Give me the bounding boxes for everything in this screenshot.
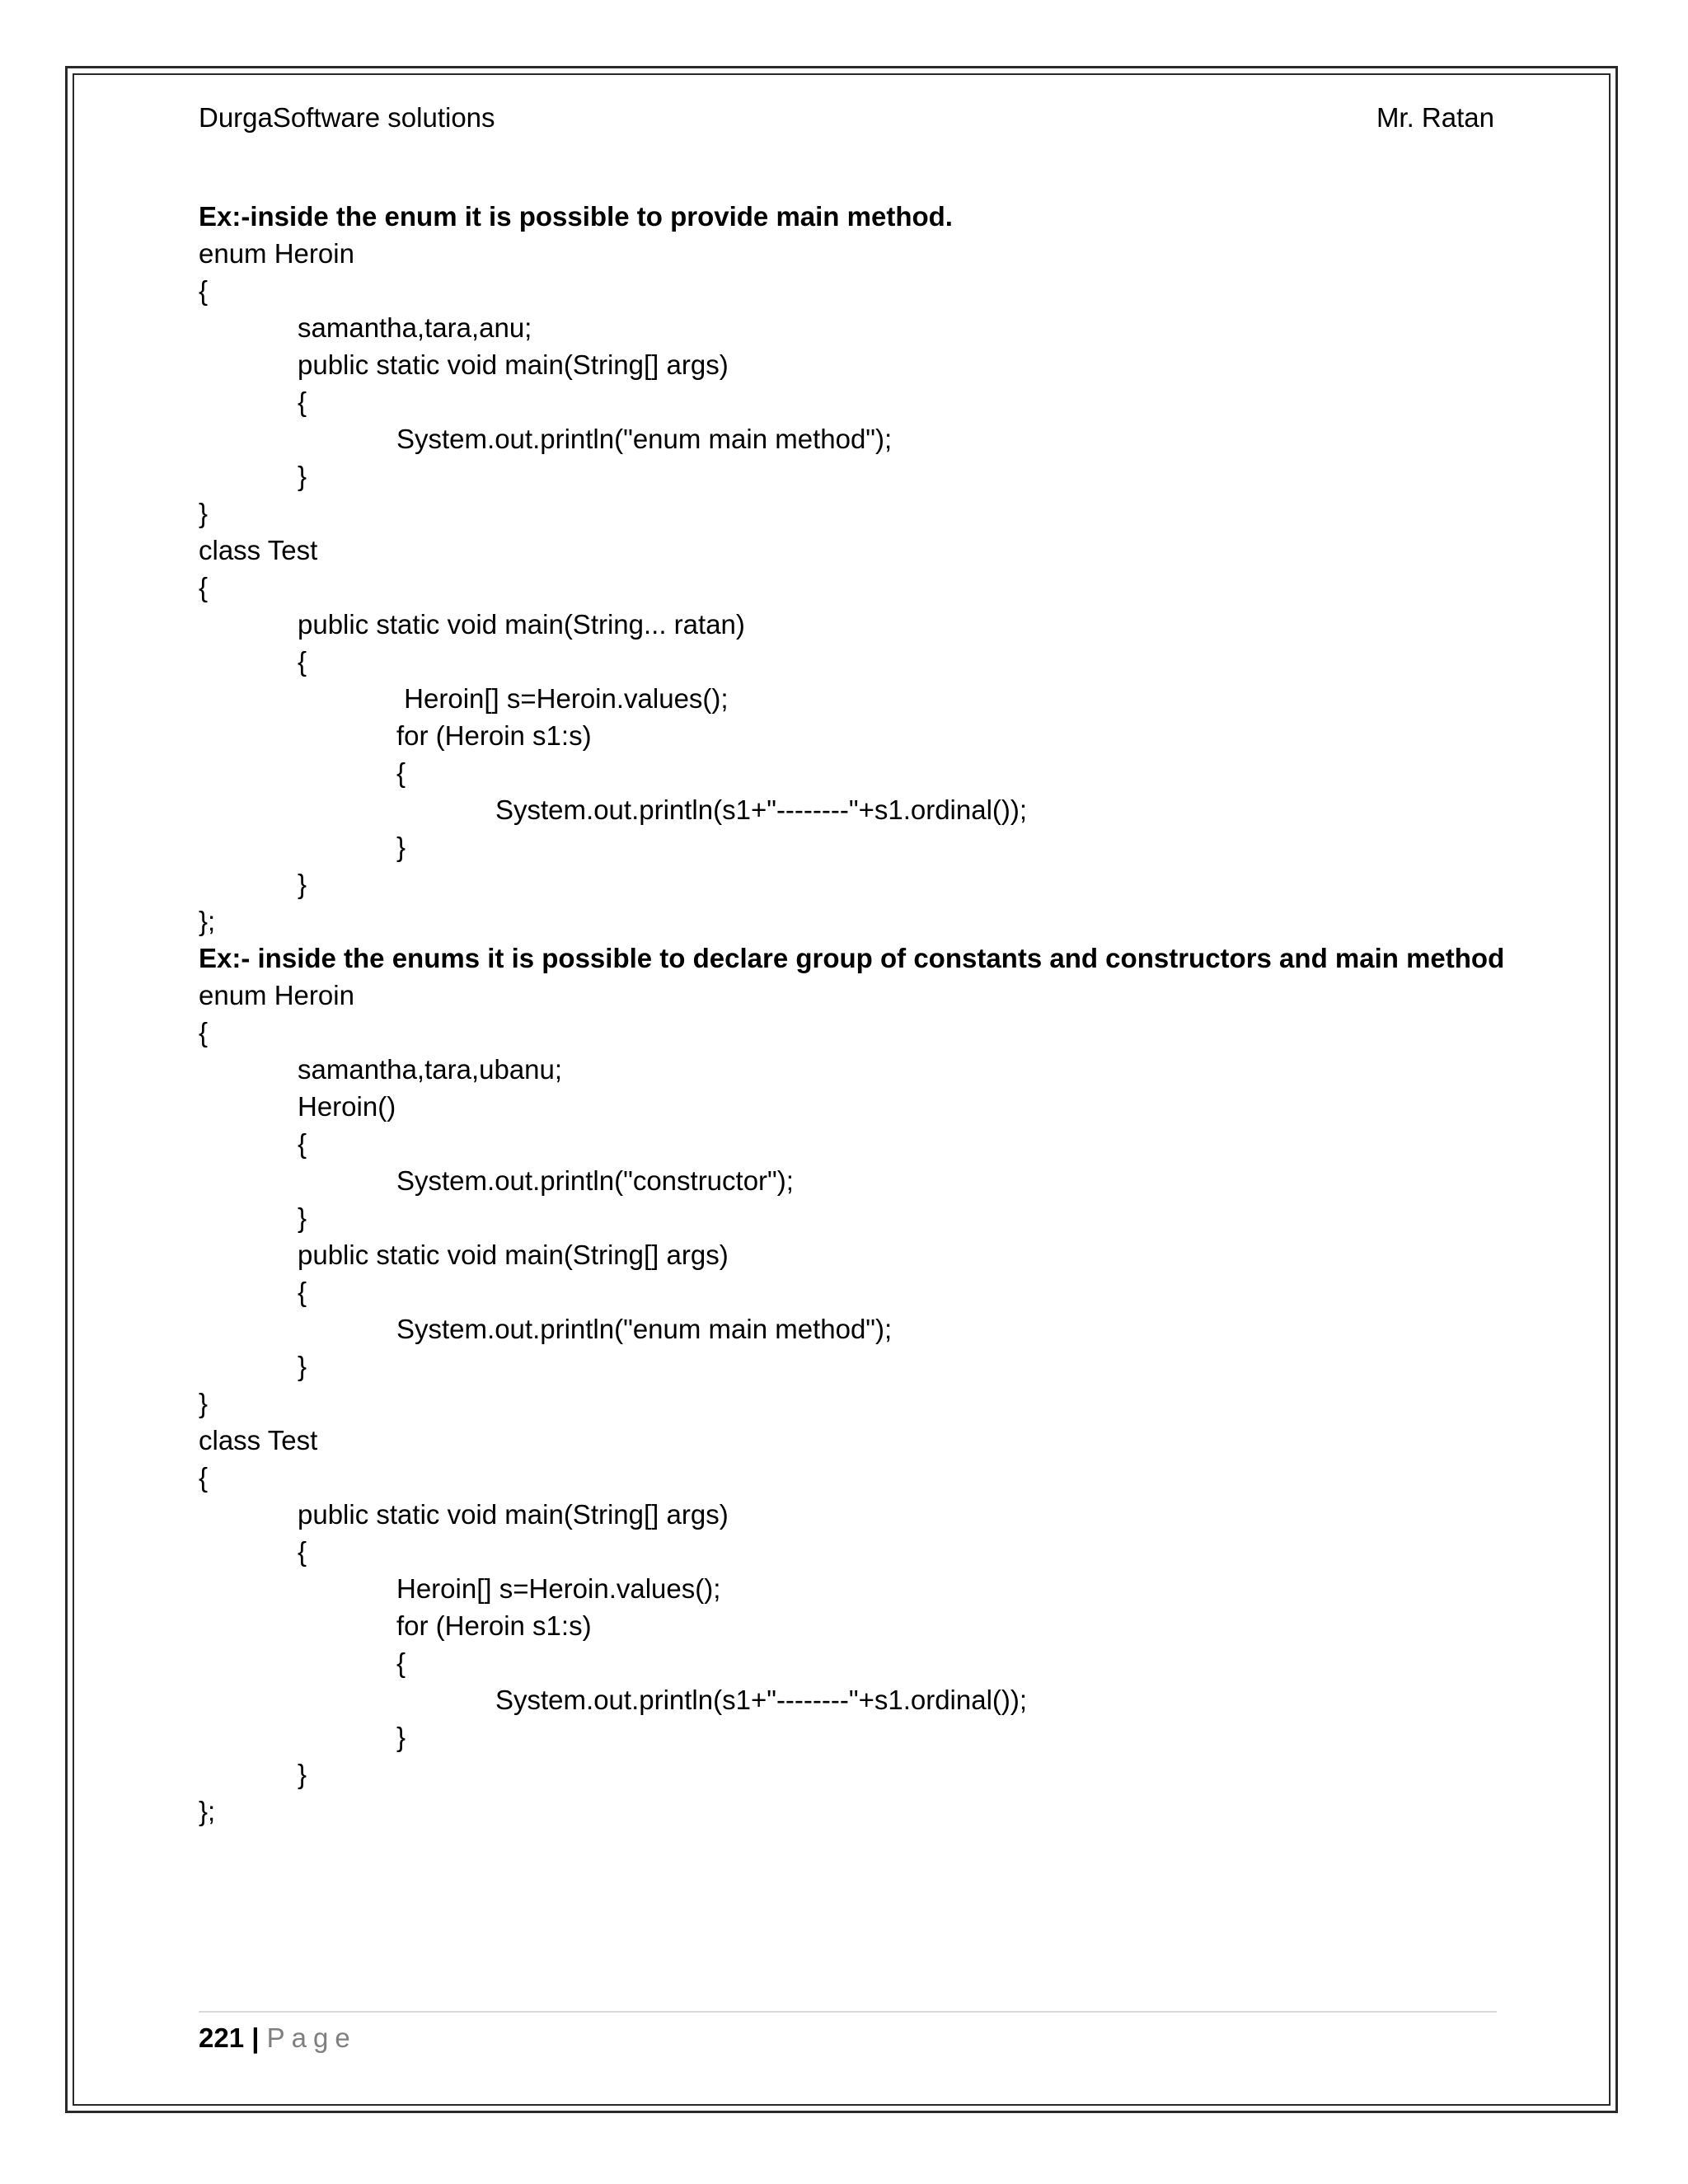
code-line: enum Heroin	[199, 980, 354, 1010]
code-line: }	[199, 1388, 209, 1418]
code-line: {	[396, 757, 406, 788]
document-body	[199, 198, 1517, 1830]
code-line: samantha,tara,anu;	[298, 312, 532, 343]
code-line: for (Heroin s1:s)	[396, 1610, 592, 1641]
code-line: enum Heroin	[199, 238, 354, 269]
code-line: {	[199, 1017, 209, 1047]
code-line: Heroin[] s=Heroin.values();	[396, 683, 729, 714]
header-author: Mr. Ratan	[1376, 102, 1494, 133]
page-header	[199, 97, 1494, 138]
code-line: }	[396, 832, 406, 862]
code-line: }	[298, 1759, 307, 1789]
code-line: {	[298, 1128, 307, 1159]
code-line: System.out.println("enum main method");	[396, 1314, 893, 1344]
code-line: {	[199, 1462, 209, 1493]
page-footer	[199, 2018, 357, 2059]
code-line: {	[298, 387, 307, 417]
example-heading: Ex:- inside the enums it is possible to declare group of constants and constructors and main method	[199, 943, 1505, 973]
code-line: Heroin()	[298, 1091, 396, 1122]
page-number: 221	[199, 2022, 245, 2053]
header-company: DurgaSoftware solutions	[199, 102, 495, 133]
code-line: }	[298, 869, 307, 899]
page-label: Page	[266, 2022, 357, 2053]
code-line: {	[396, 1647, 406, 1678]
code-line: }	[298, 1202, 307, 1233]
code-line: System.out.println("constructor");	[396, 1165, 794, 1196]
code-line: class Test	[199, 535, 318, 565]
code-line: class Test	[199, 1425, 318, 1455]
code-line: public static void main(String... ratan)	[298, 609, 745, 640]
code-line: System.out.println(s1+"--------"+s1.ordinal());	[495, 794, 1028, 825]
footer-separator: |	[251, 2022, 260, 2053]
code-line: System.out.println("enum main method");	[396, 424, 893, 454]
code-line: }	[396, 1722, 406, 1752]
code-line: {	[199, 572, 209, 602]
code-line: public static void main(String[] args)	[298, 1240, 729, 1270]
example-heading: Ex:-inside the enum it is possible to provide main method.	[199, 201, 953, 232]
code-line: {	[298, 646, 307, 677]
code-line: {	[199, 275, 209, 306]
code-line: {	[298, 1536, 307, 1567]
code-line: }	[199, 498, 209, 528]
code-line: }	[298, 1351, 307, 1381]
code-line: }	[298, 461, 307, 491]
code-line: for (Heroin s1:s)	[396, 720, 592, 751]
code-line: System.out.println(s1+"--------"+s1.ordinal());	[495, 1685, 1028, 1715]
code-line: };	[199, 906, 216, 936]
code-line: public static void main(String[] args)	[298, 1499, 729, 1530]
code-line: };	[199, 1796, 216, 1826]
code-line: {	[298, 1277, 307, 1307]
footer-divider	[199, 2011, 1497, 2013]
code-line: public static void main(String[] args)	[298, 349, 729, 380]
code-line: Heroin[] s=Heroin.values();	[396, 1573, 721, 1604]
code-line: samantha,tara,ubanu;	[298, 1054, 563, 1085]
